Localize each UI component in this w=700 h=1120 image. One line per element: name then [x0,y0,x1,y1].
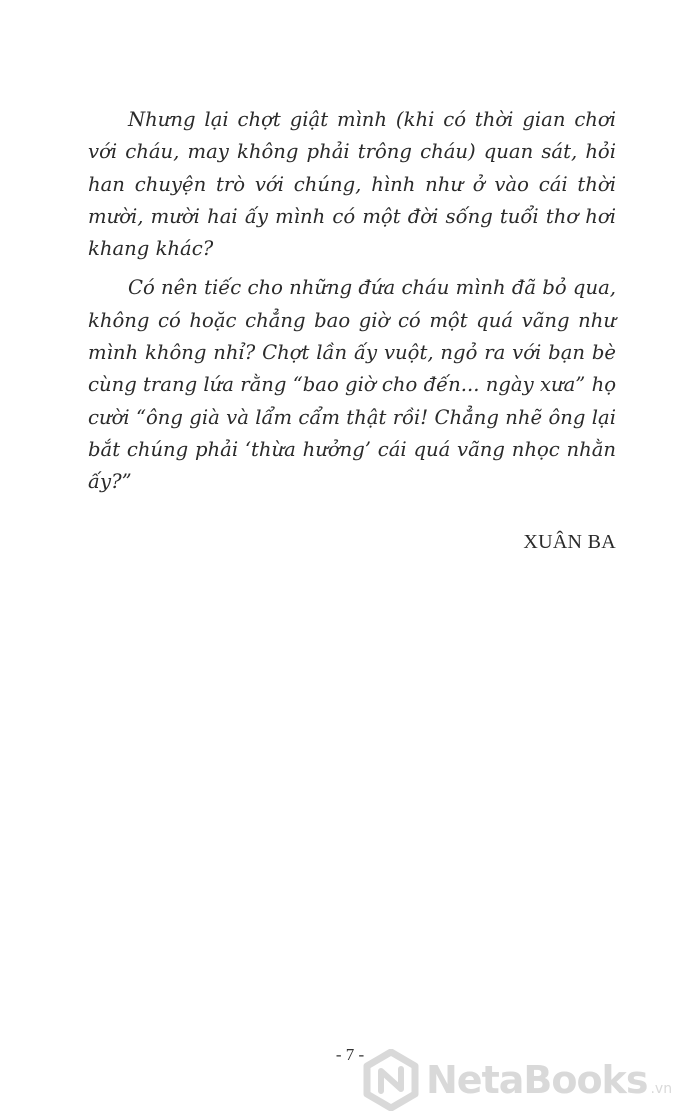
watermark-suffix: .vn [650,1081,673,1097]
paragraph-2: Có nên tiếc cho những đứa cháu mình đã bỏ qua, không có hoặc chẳng bao giờ có một quá vãng như mình không nhỉ? Chợt lần ấy vuột, ngỏ ra với bạn bè cùng trang lứa rằng “bao giờ cho đến... ngày xưa” họ cười “ông già và lẩm cẩm thật rồi! Chẳng nhẽ ông lại bắt chúng phải ‘thừa hưởng’ cái quá vãng nhọc nhằn ấy?” [88,276,616,494]
watermark-brand: NetaBooks [426,1058,648,1102]
author-signature: XUÂN BA [523,531,616,553]
paragraph-1: Nhưng lại chợt giật mình (khi có thời gian chơi với cháu, may không phải trông cháu) quan sát, hỏi han chuyện trò với chúng, hình như ở vào cái thời mười, mười hai ấy mình có một đời sống tuổi thơ hơi khang khác? [88,108,616,261]
watermark-text [426,1058,672,1102]
page-number: - 7 - [335,1045,365,1064]
netabooks-logo-icon [360,1049,422,1111]
body-text [88,104,616,506]
watermark [360,1040,700,1120]
